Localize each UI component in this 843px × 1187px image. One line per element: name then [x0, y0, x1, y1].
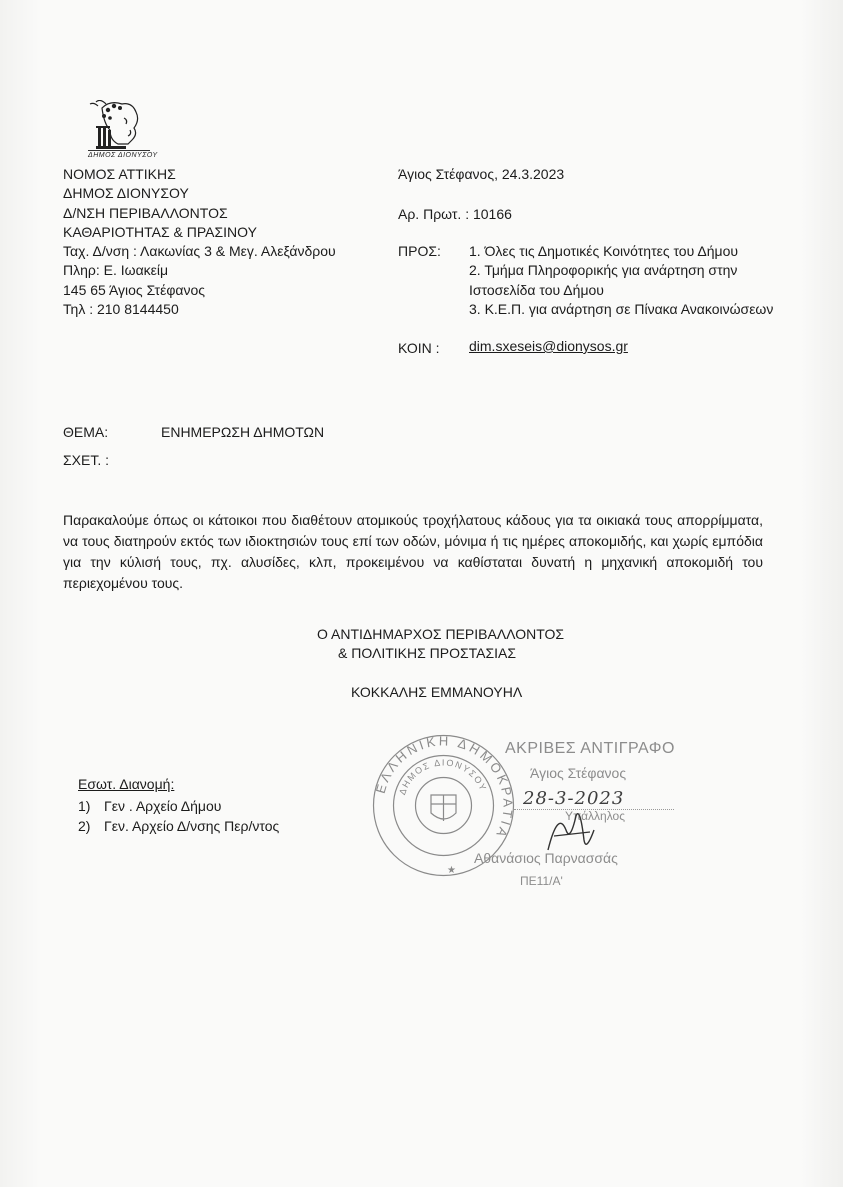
svg-text:★: ★	[447, 865, 456, 876]
subject-value: ΕΝΗΜΕΡΩΣΗ ΔΗΜΟΤΩΝ	[161, 424, 325, 440]
document-date: Άγιος Στέφανος, 24.3.2023	[398, 166, 565, 182]
body-paragraph: Παρακαλούμε όπως οι κάτοικοι που διαθέτουν ατομικούς τροχήλατους κάδους για τα οικιακά τους απορρίμματα, να τους διατηρούν εκτός των ιδιοκτησιών τους επί των οδών, μόνιμα ή τις ημέρες αποκομιδής, και χωρίς εμπόδια για την κύλισή τους, πχ. αλυσίδες, κλπ, προκειμένου να καθίσταται δυνατή η μηχανική αποκομιδή του περιεχομένου τους.	[63, 512, 763, 591]
sender-block	[63, 165, 336, 319]
distribution-text: Γεν . Αρχείο Δήμου	[104, 798, 222, 814]
seal-outer-text: ΕΛΛΗΝΙΚΗ ΔΗΜΟΚΡΑΤΙΑ	[372, 733, 516, 843]
copy-stamp-grade: ΠΕ11/Α'	[520, 874, 563, 888]
copy-stamp-role: Υπάλληλος	[565, 809, 625, 823]
copy-stamp-date: 28-3-2023	[523, 788, 625, 809]
recipient-item: 2. Τμήμα Πληροφορικής για ανάρτηση στην	[469, 262, 738, 279]
sender-line: Δ/ΝΣΗ ΠΕΡΙΒΑΛΛΟΝΤΟΣ	[63, 204, 228, 221]
distribution-item	[78, 817, 279, 836]
seal-inner-text: ΔΗΜΟΣ ΔΙΟΝΥΣΟΥ	[397, 757, 489, 797]
distribution-title: Εσωτ. Διανομή:	[78, 776, 175, 792]
sender-line: Τηλ : 210 8144450	[63, 301, 179, 318]
svg-text:ΕΛΛΗΝΙΚΗ ΔΗΜΟΚΡΑΤΙΑ	[373, 733, 516, 842]
cc-label: ΚΟΙΝ :	[398, 340, 440, 356]
recipient-item: 1. Όλες τις Δημοτικές Κοινότητες του Δήμου	[469, 243, 739, 259]
sender-line: Ταχ. Δ/νση : Λακωνίας 3 & Μεγ. Αλεξάνδρου	[63, 243, 336, 260]
cc-email-link[interactable]: dim.sxeseis@dionysos.gr	[469, 338, 628, 354]
distribution-text: Γεν. Αρχείο Δ/νσης Περ/ντος	[104, 818, 280, 834]
copy-stamp-name: Αθανάσιος Παρνασσάς	[474, 850, 618, 866]
recipient-item: Ιστοσελίδα του Δήμου	[469, 281, 604, 298]
distribution-number: 2)	[78, 818, 91, 834]
logo-caption: ΔΗΜΟΣ ΔΙΟΝΥΣΟΥ	[88, 152, 158, 159]
sender-line: ΚΑΘΑΡΙΟΤΗΤΑΣ & ΠΡΑΣΙΝΟΥ	[63, 223, 257, 240]
copy-stamp-title: ΑΚΡΙΒΕΣ ΑΝΤΙΓΡΑΦΟ	[505, 740, 675, 757]
svg-text:ΔΗΜΟΣ ΔΙΟΝΥΣΟΥ	[397, 757, 489, 796]
sender-line: 145 65 Άγιος Στέφανος	[63, 281, 206, 298]
sender-line: Πληρ: Ε. Ιωακείμ	[63, 262, 169, 279]
signatory-title-line1: Ο ΑΝΤΙΔΗΜΑΡΧΟΣ ΠΕΡΙΒΑΛΛΟΝΤΟΣ	[317, 626, 565, 642]
recipients-list	[469, 242, 773, 319]
distribution-item	[78, 797, 221, 816]
protocol-number: Αρ. Πρωτ. : 10166	[398, 206, 512, 222]
copy-stamp-place: Άγιος Στέφανος	[530, 765, 627, 781]
sender-line: ΔΗΜΟΣ ΔΙΟΝΥΣΟΥ	[63, 185, 189, 202]
recipients-label: ΠΡΟΣ:	[398, 243, 441, 259]
subject-label: ΘΕΜΑ:	[63, 424, 109, 440]
reference-label: ΣΧΕΤ. :	[63, 452, 110, 468]
signatory-name: ΚΟΚΚΑΛΗΣ ΕΜΜΑΝΟΥΗΛ	[351, 684, 523, 700]
recipient-item: 3. Κ.Ε.Π. για ανάρτηση σε Πίνακα Ανακοινώσεων	[469, 300, 774, 317]
signatory-title-line2: & ΠΟΛΙΤΙΚΗΣ ΠΡΟΣΤΑΣΙΑΣ	[338, 645, 517, 661]
sender-line: ΝΟΜΟΣ ΑΤΤΙΚΗΣ	[63, 166, 176, 182]
distribution-number: 1)	[78, 798, 91, 814]
